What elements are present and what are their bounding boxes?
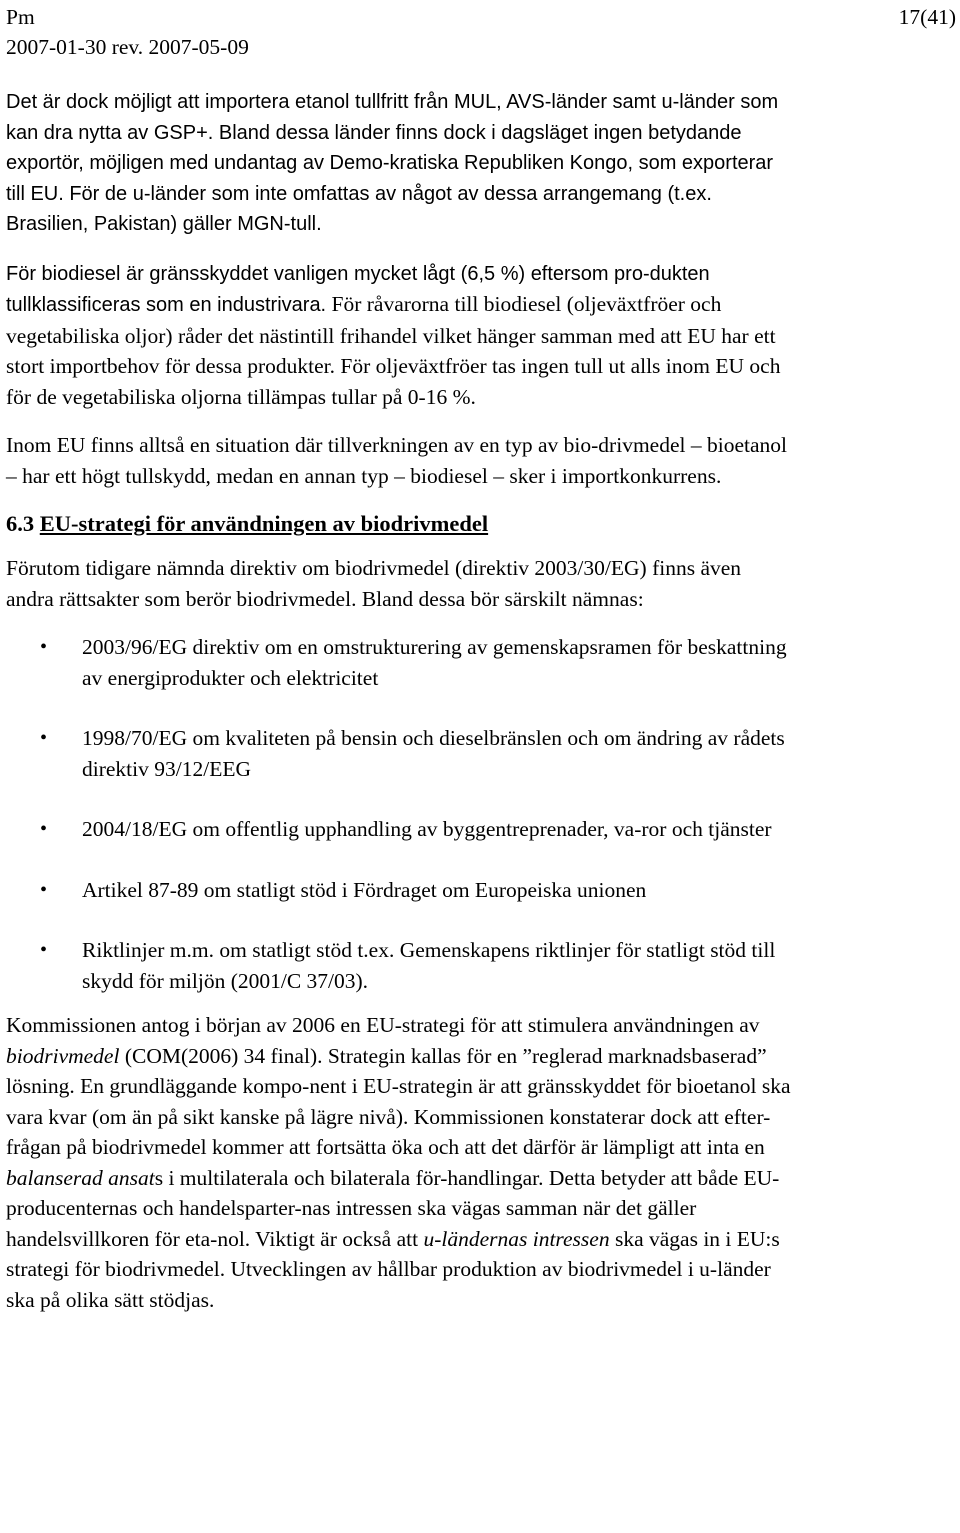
doc-date: 2007-01-30 rev. 2007-05-09 bbox=[6, 35, 249, 59]
list-item-text: 1998/70/EG om kvaliteten på bensin och dieselbränslen och om ändring av rådets direktiv 93/12/EEG bbox=[82, 726, 785, 781]
bullet-icon: • bbox=[40, 878, 48, 901]
list-item bbox=[6, 875, 792, 906]
strategy-italic-1: biodrivmedel bbox=[6, 1043, 120, 1068]
legal-acts-list bbox=[6, 632, 792, 996]
paragraph-biodiesel-sans: För biodiesel är gränsskyddet vanligen mycket lågt (6,5 %) eftersom pro-dukten tullklassificeras som en industrivara. bbox=[6, 262, 710, 316]
list-item-text: 2003/96/EG direktiv om en omstrukturering av gemenskapsramen för beskattning av energiprodukter och elektricitet bbox=[82, 635, 787, 690]
paragraph-biodiesel bbox=[6, 258, 792, 413]
bullet-icon: • bbox=[40, 727, 48, 749]
list-item-text: Artikel 87-89 om statligt stöd i Fördraget om Europeiska unionen bbox=[82, 877, 647, 902]
bullet-icon: • bbox=[40, 818, 48, 840]
bullet-icon: • bbox=[40, 636, 48, 658]
list-item bbox=[6, 814, 792, 845]
strategy-text-4: ska vägas in i EU:s strategi för biodrivmedel. Utvecklingen av hållbar produktion av biodrivmedel i u-länder ska på olika sätt stödjas. bbox=[6, 1226, 780, 1312]
list-item bbox=[6, 632, 792, 693]
strategy-text-2: (COM(2006) 34 final). Strategin kallas för en ”reglerad marknadsbaserad” lösning. En grundläggande kompo-nent i EU-strategin är att gränsskyddet för bioetanol ska vara kvar (om än på sikt kanske på lägre nivå). Kommissionen konstaterar dock att efter-frågan på biodrivmedel kommer att fortsätta öka och att det därför är lämpligt att inta en bbox=[6, 1043, 791, 1159]
section-title: EU-strategi för användningen av biodrivmedel bbox=[39, 511, 489, 536]
list-item bbox=[6, 935, 792, 996]
doc-id: Pm bbox=[6, 5, 35, 29]
page-number: 17(41) bbox=[898, 5, 956, 29]
paragraph-legal-acts: Förutom tidigare nämnda direktiv om biodrivmedel (direktiv 2003/30/EG) finns även andra rättsakter som berör biodrivmedel. Bland dessa bör särskilt nämnas: bbox=[6, 556, 742, 611]
list-item-text: 2004/18/EG om offentlig upphandling av byggentreprenader, va-ror och tjänster bbox=[82, 817, 772, 841]
strategy-italic-3: u-ländernas intressen bbox=[423, 1226, 610, 1251]
list-item-text: Riktlinjer m.m. om statligt stöd t.ex. Gemenskapens riktlinjer för statligt stöd till skydd för miljön (2001/C 37/03). bbox=[82, 938, 776, 993]
list-item bbox=[6, 723, 792, 784]
paragraph-biodiesel-serif: För råvarorna till biodiesel (oljeväxtfröer och vegetabiliska oljor) råder det nästintill frihandel vilket hänger samman med att EU har ett stort importbehov för dessa produkter. För oljeväxtfröer tas ingen tull ut alls inom EU och för de vegetabiliska oljorna tillämpas tullar på 0-16 %. bbox=[6, 292, 781, 409]
paragraph-summary: Inom EU finns alltså en situation där tillverkningen av en typ av bio-drivmedel – bioetanol – har ett högt tullskydd, medan en annan typ – biodiesel – sker i importkonkurrens. bbox=[6, 433, 787, 488]
section-number: 6.3 bbox=[6, 511, 35, 536]
strategy-text-1: Kommissionen antog i början av 2006 en EU-strategi för att stimulera användningen av bbox=[6, 1013, 760, 1037]
page-header bbox=[6, 2, 249, 62]
section-heading bbox=[6, 509, 792, 539]
paragraph-eu-strategy bbox=[6, 1010, 792, 1315]
paragraph-etanol-import: Det är dock möjligt att importera etanol tullfritt från MUL, AVS-länder samt u-länder som kan dra nytta av GSP+. Bland dessa länder finns dock i dagsläget ingen betydande exportör, möjligen med undantag av Demo-kratiska Republiken Kongo, som exporterar till EU. För de u-länder som inte omfattas av något av dessa arrangemang (t.ex. Brasilien, Pakistan) gäller MGN-tull. bbox=[6, 91, 779, 235]
strategy-text-3: s i multilaterala och bilaterala för-handlingar. Detta betyder att både EU-producenternas och handelsparter-nas intressen ska vägas samman när det gäller handelsvillkoren för eta-nol. Viktigt är också att bbox=[6, 1165, 780, 1251]
strategy-italic-2: balanserad ansat bbox=[6, 1165, 155, 1190]
body-content bbox=[6, 87, 792, 1333]
bullet-icon: • bbox=[40, 939, 48, 961]
